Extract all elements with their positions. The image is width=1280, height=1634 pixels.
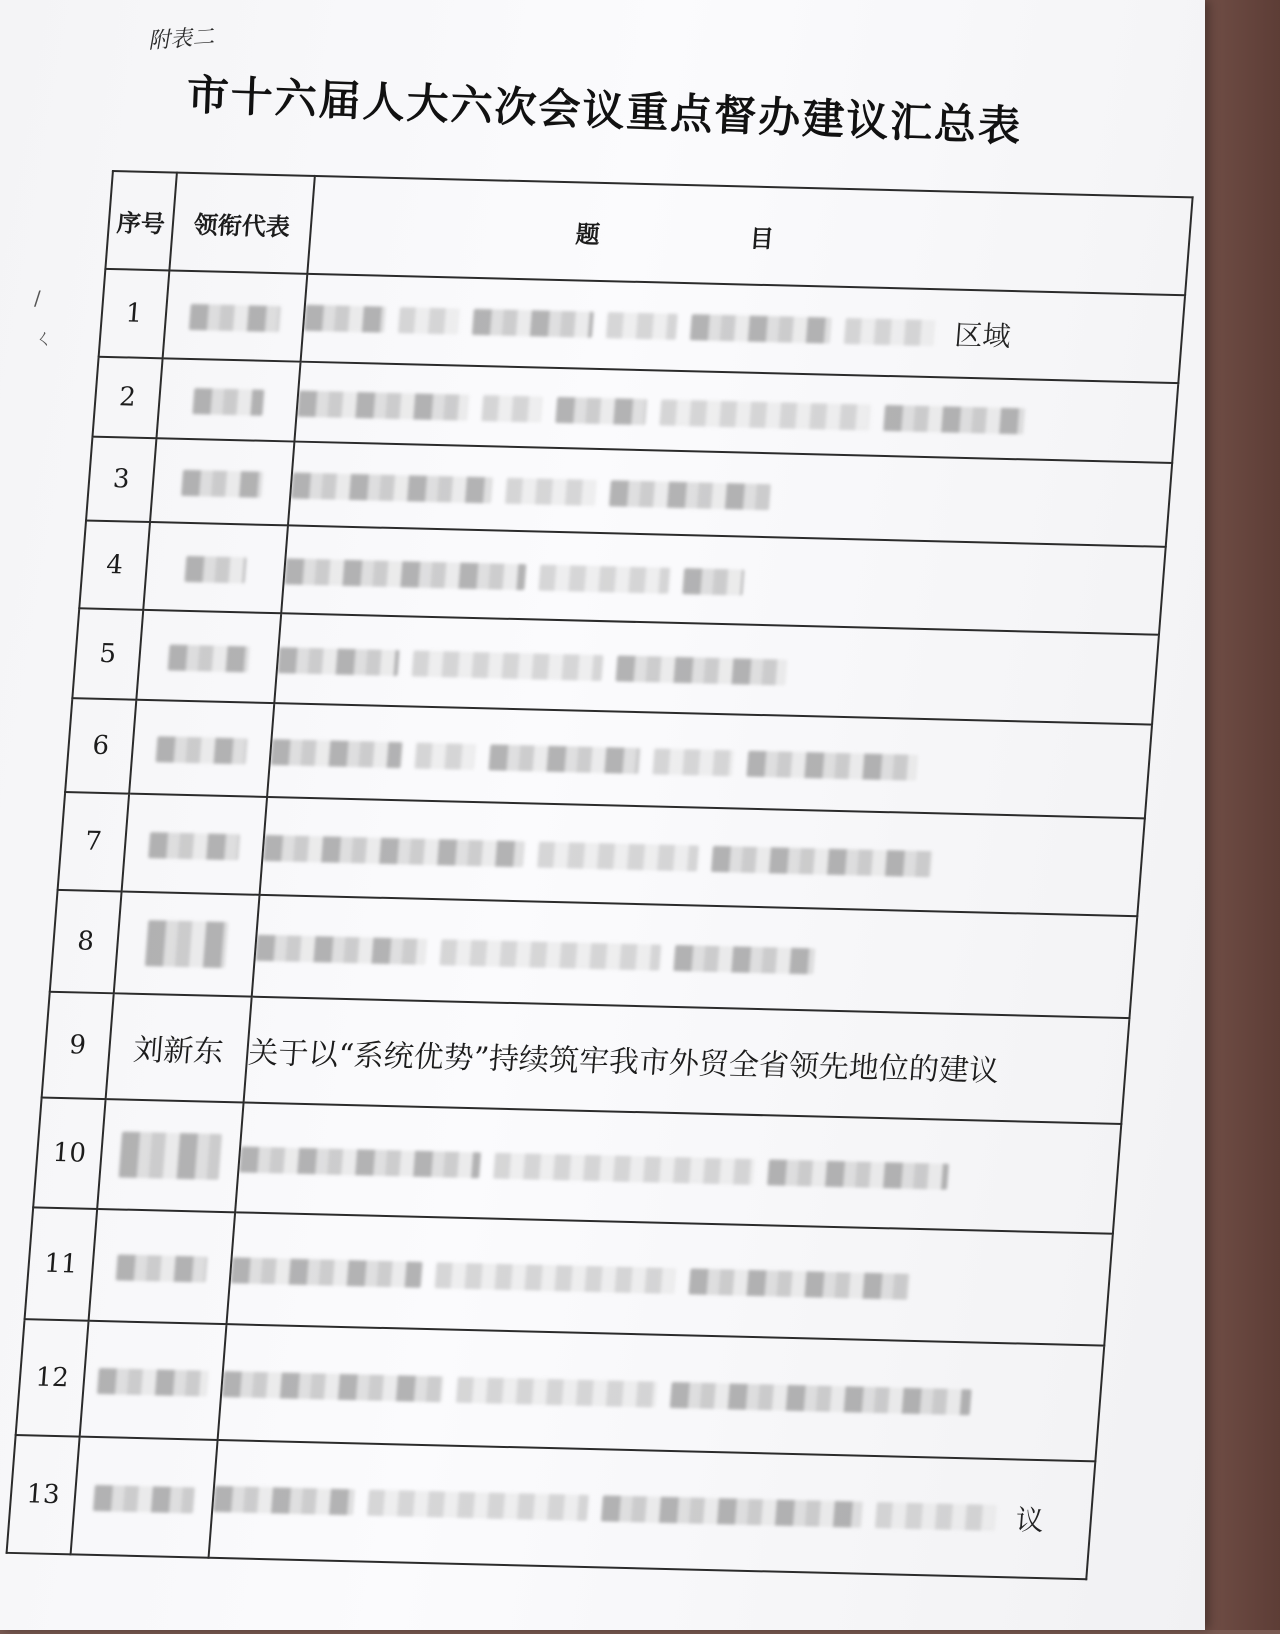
topic-visible-fragment: 议 <box>1014 1503 1045 1538</box>
row-number: 10 <box>33 1098 105 1209</box>
redacted-topic-mosaic <box>481 395 543 422</box>
redacted-topic-mosaic <box>231 1257 423 1288</box>
row-number: 4 <box>79 520 150 609</box>
redacted-topic-mosaic <box>271 739 403 768</box>
representative-cell <box>122 794 267 895</box>
redacted-name-mosaic <box>148 832 240 860</box>
row-number: 2 <box>92 357 162 438</box>
redacted-topic-mosaic <box>297 390 469 420</box>
redacted-topic-mosaic <box>439 939 661 970</box>
redacted-topic-mosaic <box>537 841 699 871</box>
redacted-topic-mosaic <box>412 650 604 681</box>
margin-marks <box>34 278 54 358</box>
redacted-topic-mosaic <box>609 480 771 510</box>
row-number: 6 <box>65 698 136 793</box>
redacted-topic-mosaic <box>875 1502 997 1531</box>
representative-cell <box>143 522 288 613</box>
topic-visible-fragment: 区域 <box>953 318 1012 353</box>
redacted-topic-mosaic <box>606 312 678 340</box>
topic-cell <box>227 1212 1113 1345</box>
redacted-name-mosaic <box>168 644 250 672</box>
row-number: 1 <box>99 269 170 358</box>
representative-cell <box>136 610 281 703</box>
redacted-topic-mosaic <box>844 318 936 346</box>
redacted-name-mosaic <box>181 469 263 497</box>
redacted-topic-mosaic <box>456 1376 658 1407</box>
redacted-name-mosaic <box>156 736 248 764</box>
topic-cell <box>209 1440 1096 1579</box>
redacted-topic-mosaic <box>489 744 641 774</box>
row-number: 8 <box>50 890 122 993</box>
redacted-topic-mosaic <box>616 655 788 685</box>
redacted-topic-mosaic <box>278 647 400 676</box>
representative-cell <box>71 1437 218 1558</box>
redacted-topic-mosaic <box>415 742 477 769</box>
row-number: 13 <box>7 1435 80 1554</box>
redacted-name-mosaic <box>185 555 247 582</box>
redacted-topic-mosaic <box>538 564 670 593</box>
representative-cell <box>156 358 300 441</box>
redacted-name-mosaic <box>189 303 281 331</box>
redacted-topic-mosaic <box>435 1262 677 1294</box>
redacted-topic-mosaic <box>222 1371 444 1402</box>
redacted-topic-mosaic <box>711 845 933 876</box>
redacted-topic-mosaic <box>505 477 597 505</box>
redacted-topic-mosaic <box>291 472 493 503</box>
redacted-name-mosaic <box>192 388 264 416</box>
redacted-topic-mosaic <box>263 834 525 866</box>
topic-cell <box>235 1102 1121 1233</box>
representative-cell <box>106 993 252 1102</box>
redacted-topic-mosaic <box>689 1268 911 1299</box>
row-number: 7 <box>58 792 130 891</box>
representative-name: 刘新东 <box>132 1032 225 1070</box>
representative-cell <box>80 1321 227 1440</box>
margin-mark: / <box>34 286 41 310</box>
row-number: 9 <box>42 992 114 1099</box>
redacted-topic-mosaic <box>690 314 832 343</box>
redacted-topic-mosaic <box>472 309 594 338</box>
redacted-topic-mosaic <box>673 944 815 973</box>
representative-cell <box>163 270 308 361</box>
header-representative: 领衔代表 <box>169 173 314 274</box>
redacted-topic-mosaic <box>304 305 386 333</box>
redacted-topic-mosaic <box>555 396 647 424</box>
redacted-topic-mosaic <box>670 1382 972 1415</box>
redacted-name-mosaic <box>145 920 229 968</box>
redacted-name-mosaic <box>116 1254 208 1282</box>
document-title: 市十六届人大六次会议重点督办建议汇总表 <box>185 69 1024 152</box>
header-no: 序号 <box>105 171 177 270</box>
summary-table-wrapper <box>1 170 1161 1633</box>
header-topic: 题目 <box>307 176 1192 295</box>
representative-cell <box>129 700 274 797</box>
row-number: 12 <box>16 1319 89 1436</box>
redacted-topic-mosaic <box>367 1490 589 1521</box>
redacted-topic-mosaic <box>746 750 918 780</box>
redacted-topic-mosaic <box>652 748 734 776</box>
representative-cell <box>97 1099 243 1212</box>
representative-cell <box>89 1209 236 1324</box>
redacted-topic-mosaic <box>682 568 744 595</box>
annex-label: 附表二 <box>147 24 215 55</box>
representative-cell <box>114 891 260 996</box>
redacted-topic-mosaic <box>601 1495 863 1527</box>
redacted-topic-mosaic <box>767 1159 949 1189</box>
redacted-topic-mosaic <box>659 399 871 430</box>
redacted-name-mosaic <box>97 1368 209 1397</box>
representative-cell <box>150 438 294 525</box>
table-body <box>7 269 1185 1579</box>
redacted-topic-mosaic <box>493 1152 755 1184</box>
table-row <box>7 1435 1096 1579</box>
margin-mark: ㄑ <box>34 326 54 350</box>
redacted-topic-mosaic <box>239 1146 481 1178</box>
redacted-topic-mosaic <box>398 307 460 334</box>
row-number: 3 <box>86 437 156 522</box>
row-number: 11 <box>25 1207 98 1320</box>
redacted-topic-mosaic <box>284 558 526 590</box>
redacted-topic-mosaic <box>256 934 428 964</box>
redacted-topic-mosaic <box>213 1486 355 1515</box>
topic-text: 关于以“系统优势”持续筑牢我市外贸全省领先地位的建议 <box>247 1035 1001 1089</box>
summary-table <box>6 170 1194 1580</box>
redacted-name-mosaic <box>93 1484 195 1512</box>
topic-cell <box>218 1324 1105 1461</box>
redacted-name-mosaic <box>119 1132 223 1180</box>
redacted-topic-mosaic <box>883 404 1025 433</box>
row-number: 5 <box>72 608 143 699</box>
